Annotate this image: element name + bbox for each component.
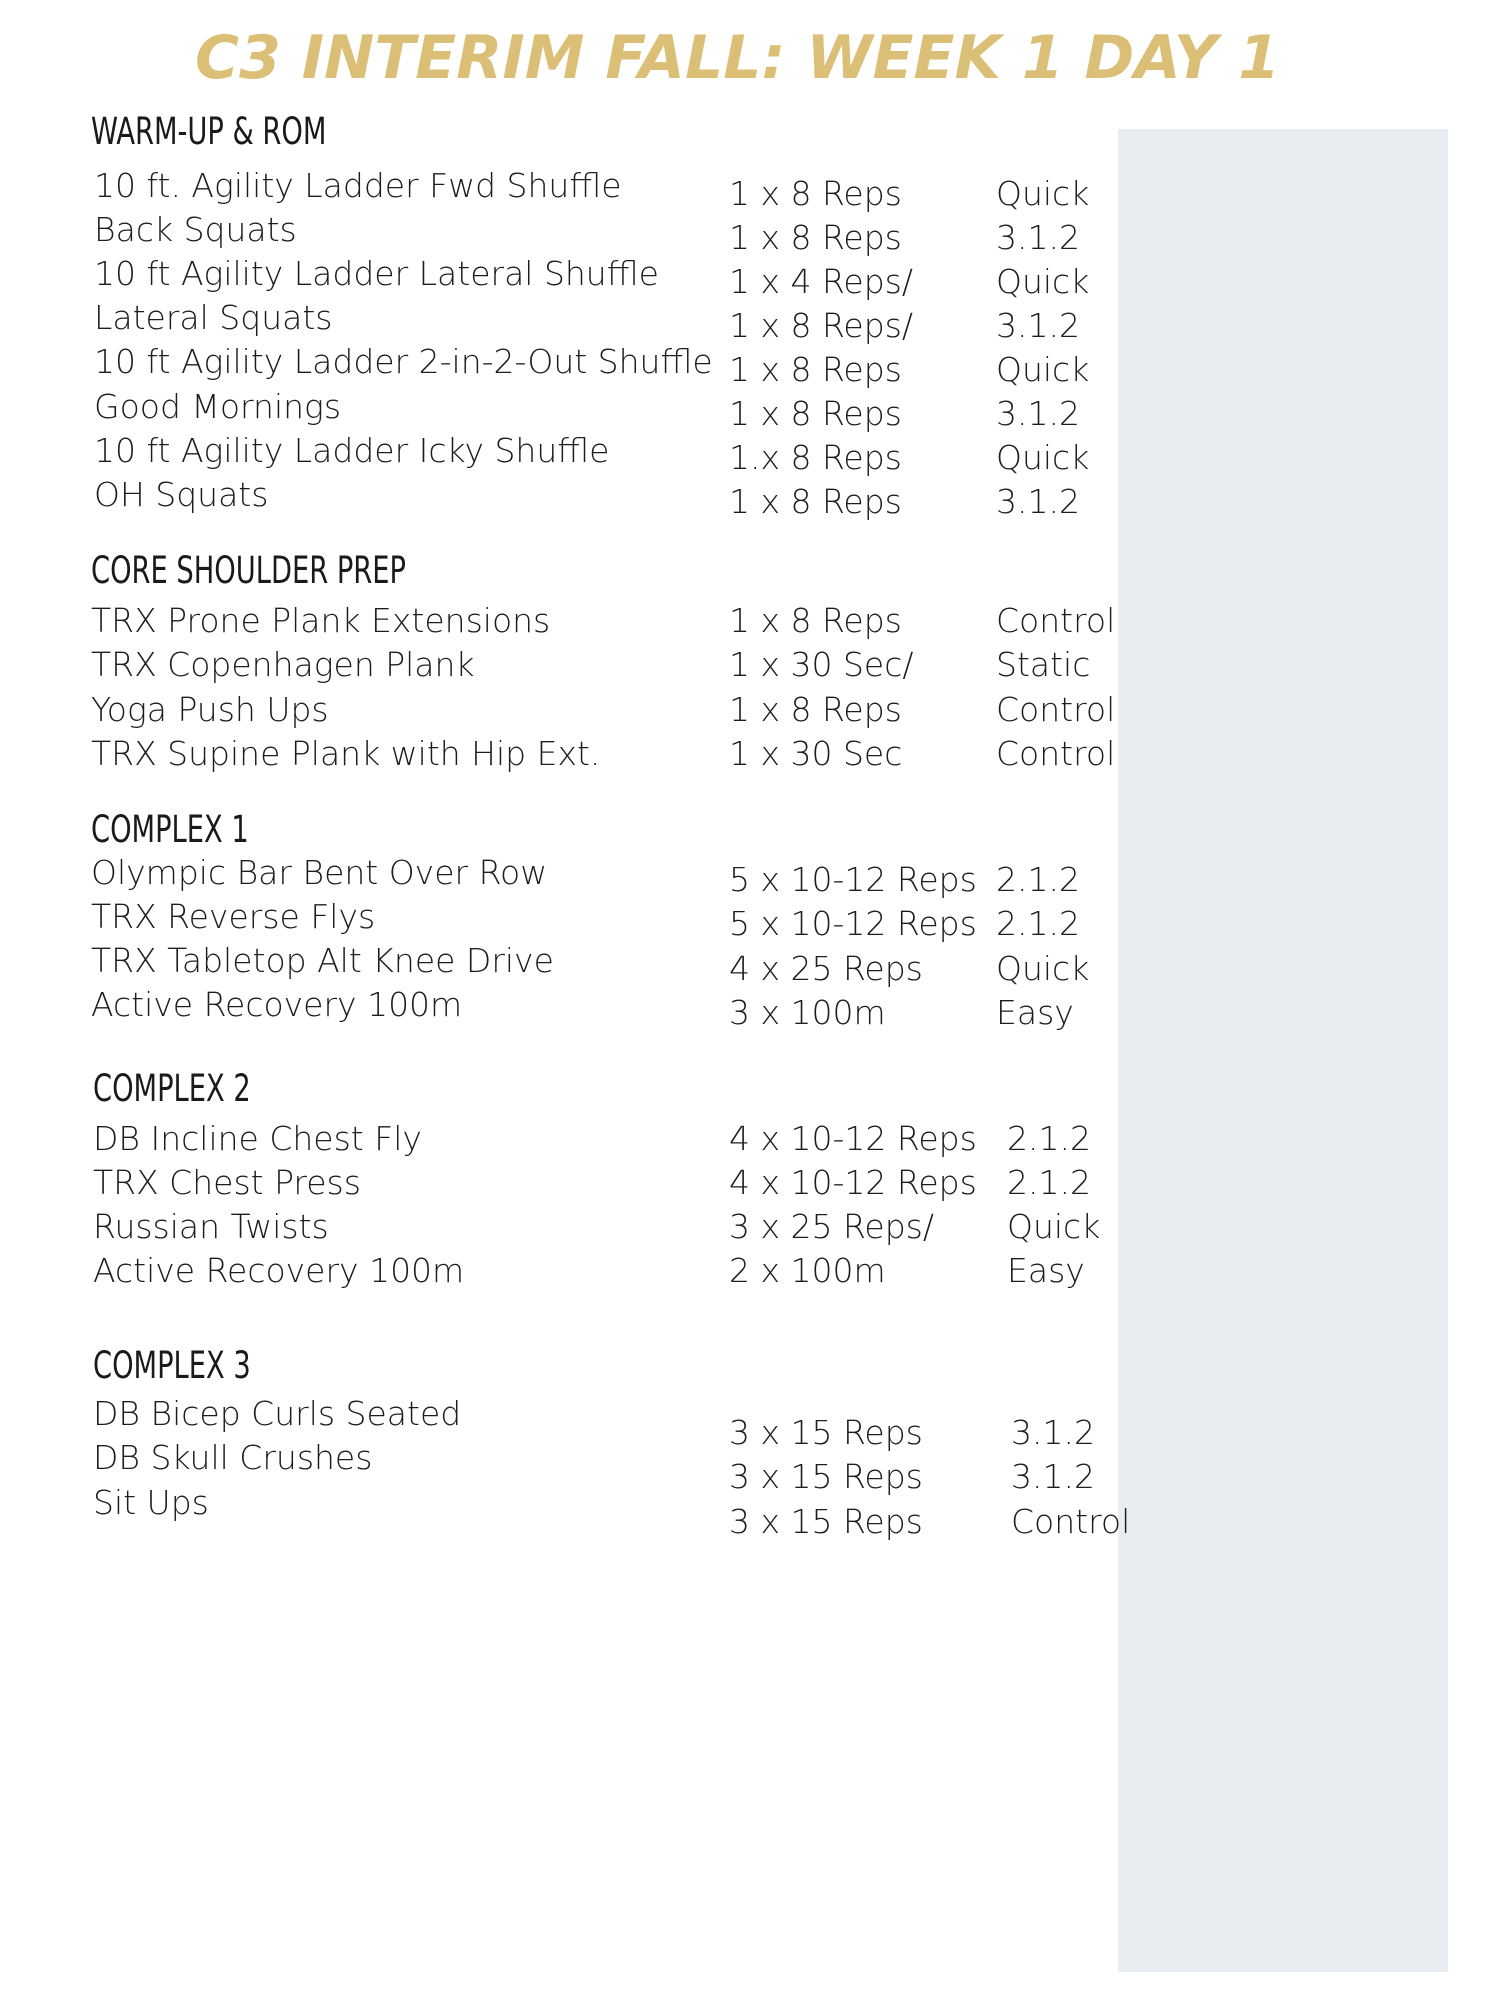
tempo-value: 2.1.2 (996, 860, 1080, 899)
tempo-value: 3.1.2 (996, 482, 1080, 521)
exercise-name: 10 ft Agility Ladder 2-in-2-Out Shuffle (94, 342, 713, 381)
exercise-name: TRX Prone Plank Extensions (91, 601, 551, 640)
sets-reps: 1 x 8 Reps (729, 482, 902, 521)
sets-reps: 1 x 8 Reps (729, 174, 902, 213)
sets-reps: 3 x 100m (729, 993, 886, 1032)
sets-reps: 1 x 4 Reps/ (729, 262, 913, 301)
tempo-value: 2.1.2 (996, 904, 1080, 943)
exercise-name: DB Bicep Curls Seated (93, 1394, 462, 1433)
sets-reps: 5 x 10-12 Reps (729, 860, 977, 899)
tempo-value: 2.1.2 (1007, 1163, 1091, 1202)
tempo-value: Easy (1007, 1251, 1085, 1290)
tempo-value: Quick (996, 350, 1090, 389)
tempo-value: Quick (996, 438, 1090, 477)
section-heading: COMPLEX 1 (91, 808, 249, 851)
sets-reps: 1 x 8 Reps (729, 690, 902, 729)
sets-reps: 1 x 8 Reps (729, 601, 902, 640)
sets-reps: 1 x 30 Sec (729, 734, 903, 773)
exercise-name: TRX Chest Press (93, 1163, 361, 1202)
exercise-name: TRX Tabletop Alt Knee Drive (91, 941, 554, 980)
sets-reps: 1 x 30 Sec/ (729, 645, 914, 684)
sets-reps: 1 x 8 Reps/ (729, 306, 913, 345)
tempo-value: Quick (1007, 1207, 1101, 1246)
sets-reps: 4 x 25 Reps (729, 949, 923, 988)
sets-reps: 4 x 10-12 Reps (729, 1163, 977, 1202)
exercise-name: Lateral Squats (94, 298, 333, 337)
tempo-value: Easy (996, 993, 1074, 1032)
sets-reps: 1.x 8 Reps (729, 438, 902, 477)
tempo-value: 3.1.2 (996, 394, 1080, 433)
section-heading: WARM-UP & ROM (91, 110, 327, 153)
sets-reps: 3 x 15 Reps (729, 1457, 923, 1496)
sets-reps: 3 x 25 Reps/ (729, 1207, 934, 1246)
exercise-name: Sit Ups (93, 1483, 209, 1522)
sets-reps: 5 x 10-12 Reps (729, 904, 977, 943)
exercise-name: 10 ft Agility Ladder Lateral Shuffle (94, 254, 659, 293)
tempo-value: 2.1.2 (1007, 1119, 1091, 1158)
exercise-name: TRX Copenhagen Plank (91, 645, 475, 684)
tempo-value: Control (996, 690, 1116, 729)
tempo-value: Quick (996, 174, 1090, 213)
tempo-value: Control (996, 601, 1116, 640)
tempo-value: Control (996, 734, 1116, 773)
sets-reps: 1 x 8 Reps (729, 218, 902, 257)
exercise-name: Good Mornings (94, 387, 342, 426)
exercise-name: Active Recovery 100m (93, 1251, 465, 1290)
side-panel (1118, 129, 1448, 1972)
exercise-name: Back Squats (94, 210, 297, 249)
sets-reps: 2 x 100m (729, 1251, 886, 1290)
sets-reps: 3 x 15 Reps (729, 1502, 923, 1541)
exercise-name: Olympic Bar Bent Over Row (91, 853, 548, 892)
exercise-name: TRX Supine Plank with Hip Ext. (91, 734, 601, 773)
tempo-value: Quick (996, 262, 1090, 301)
tempo-value: 3.1.2 (1011, 1457, 1095, 1496)
exercise-name: Yoga Push Ups (91, 690, 329, 729)
exercise-name: OH Squats (94, 475, 269, 514)
exercise-name: 10 ft Agility Ladder Icky Shuffle (94, 431, 610, 470)
sets-reps: 1 x 8 Reps (729, 350, 902, 389)
tempo-value: Static (996, 645, 1091, 684)
exercise-name: TRX Reverse Flys (91, 897, 376, 936)
sets-reps: 4 x 10-12 Reps (729, 1119, 977, 1158)
section-heading: CORE SHOULDER PREP (91, 549, 406, 592)
exercise-name: 10 ft. Agility Ladder Fwd Shuffle (94, 166, 622, 205)
tempo-value: 3.1.2 (996, 306, 1080, 345)
tempo-value: Control (1011, 1502, 1131, 1541)
section-heading: COMPLEX 3 (93, 1344, 251, 1387)
exercise-name: Russian Twists (93, 1207, 329, 1246)
tempo-value: 3.1.2 (1011, 1413, 1095, 1452)
sets-reps: 1 x 8 Reps (729, 394, 902, 433)
section-heading: COMPLEX 2 (93, 1067, 251, 1110)
tempo-value: 3.1.2 (996, 218, 1080, 257)
exercise-name: DB Skull Crushes (93, 1438, 373, 1477)
exercise-name: DB Incline Chest Fly (93, 1119, 422, 1158)
page-title: C3 INTERIM FALL: WEEK 1 DAY 1 (195, 23, 1280, 93)
exercise-name: Active Recovery 100m (91, 985, 463, 1024)
sets-reps: 3 x 15 Reps (729, 1413, 923, 1452)
tempo-value: Quick (996, 949, 1090, 988)
